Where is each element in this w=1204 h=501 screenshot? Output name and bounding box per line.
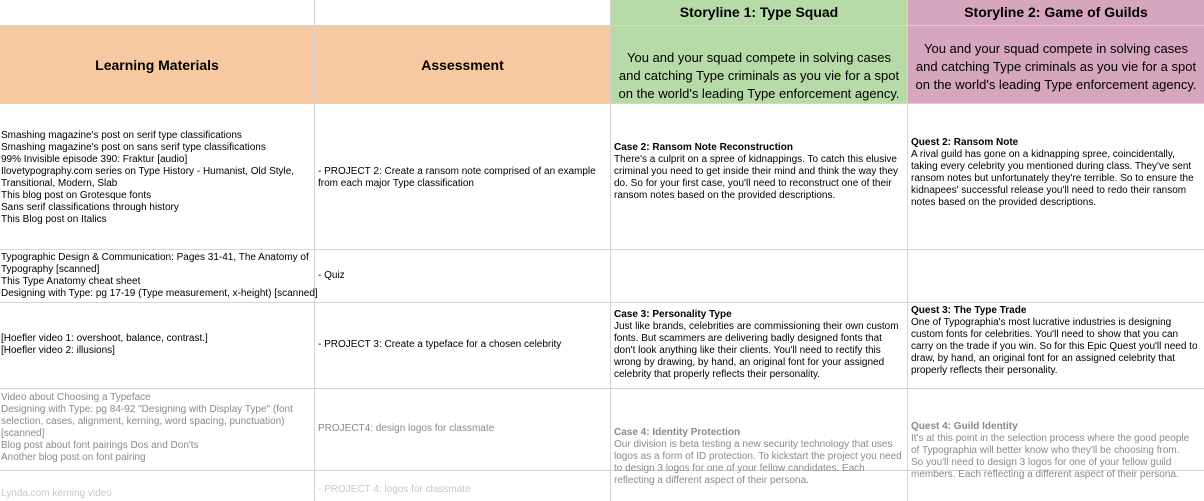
storyline2-description: You and your squad compete in solving cases and catching Type criminals as you vie for a spot on the world's leading Type enforcement agency.	[915, 41, 1197, 92]
material-link[interactable]: Typography [scanned]	[1, 264, 100, 275]
quest-title: Quest 3: The Type Trade	[911, 305, 1027, 316]
quest-title: Quest 4: Guild Identity	[911, 421, 1018, 432]
material-link[interactable]: Lynda.com kerning video	[1, 488, 112, 499]
material-link[interactable]: This Blog post on Italics	[1, 214, 107, 225]
material-link[interactable]: This blog post on Grotesque fonts	[1, 190, 152, 201]
materials-cell	[1, 488, 112, 500]
assessment-cell: - PROJECT 4: logos for classmate	[318, 484, 471, 495]
material-link[interactable]: Smashing magazine's post on serif type classifications	[1, 130, 242, 141]
quest-cell: Quest 3: The Type Trade One of Typographia's most lucrative industries is designing custom fonts for celebrities. You'll need to show that you can carry on the trade if you win. So for this Epic Quest you'll need to draw, by hand, an original font for an assigned celebrity that properly reflects their personality.	[911, 305, 1198, 376]
material-link[interactable]: This Type Anatomy cheat sheet	[1, 276, 141, 287]
material-link[interactable]: selection, cases, alignment, kerning, word spacing, punctuation)	[1, 416, 285, 427]
materials-cell	[1, 130, 294, 226]
material-link[interactable]: Blog post about font pairings Dos and Don'ts	[1, 440, 199, 451]
quest-cell: Quest 4: Guild Identity It's at this point in the selection process where the good people of Typographia will better know who they'll be choosing from. So you'll need to design 3 logos for one of your fellow guild members. Each reflecting a different aspect of their persona.	[911, 421, 1190, 480]
material-link[interactable]: Sans serif classifications through history	[1, 202, 179, 213]
material-link[interactable]: Designing with Type: pg 17-19 (Type measurement, x-height) [scanned]	[1, 288, 318, 299]
assessment-cell: - PROJECT 2: Create a ransom note comprised of an example from each major Type classification	[318, 166, 596, 189]
case-cell: Case 2: Ransom Note Reconstruction There's a culprit on a spree of kidnappings. To catch this elusive criminal you need to get inside their mind and think the way they do. So for your first case, you'll need to reconstruct one of their ransom notes based on the provided descriptions.	[614, 142, 899, 201]
material-link[interactable]: Designing with Type: pg 84-92 "Designing with Display Type" (font	[1, 404, 293, 415]
quest-title: Quest 2: Ransom Note	[911, 137, 1019, 148]
material-link[interactable]: [Hoefler video 1: overshoot, balance, contrast.]	[1, 333, 208, 344]
assessment-cell: - PROJECT 3: Create a typeface for a chosen celebrity	[318, 339, 562, 350]
material-link[interactable]: Ilovetypography.com series on Type History - Humanist, Old Style,	[1, 166, 295, 177]
materials-cell	[1, 392, 293, 464]
assessment-title: Assessment	[421, 57, 504, 73]
assessment-cell: PROJECT4: design logos for classmate	[318, 423, 495, 434]
storyline2-title: Storyline 2: Game of Guilds	[964, 4, 1148, 20]
case-cell: Case 4: Identity Protection Our division is beta testing a new security technology that uses logos as a form of ID protection. To kickstart the project you need to design 3 logos for one of your fellow candidates. Each reflecting a different aspect of their persona.	[614, 427, 902, 486]
case-title: Case 4: Identity Protection	[614, 427, 741, 438]
material-link[interactable]: [scanned]	[1, 428, 45, 439]
material-link[interactable]: Another blog post on font pairing	[1, 452, 146, 463]
case-cell: Case 3: Personality Type Just like brands, celebrities are commissioning their own custom fonts. But scammers are delivering badly designed fonts that don't look anything like their clients. You'll need to rectify this wrong by drawing, by hand, an original font for your assigned celebrity that properly reflects their personality.	[614, 309, 899, 380]
material-link[interactable]: Typographic Design & Communication: Pages 31-41, The Anatomy of	[1, 252, 309, 263]
case-title: Case 2: Ransom Note Reconstruction	[614, 142, 793, 153]
materials-cell	[1, 333, 208, 357]
learning-materials-title: Learning Materials	[95, 57, 219, 73]
materials-cell	[1, 252, 318, 300]
storyline1-title: Storyline 1: Type Squad	[679, 4, 839, 20]
material-link[interactable]: Transitional, Modern, Slab	[1, 178, 118, 189]
material-link[interactable]: [Hoefler video 2: illusions]	[1, 345, 115, 356]
quest-cell: Quest 2: Ransom Note A rival guild has gone on a kidnapping spree, coincidentally, taking every celebrity you mentioned during class. They've sent ransom notes but unfortunately they're terrible. So to ensure the kidnapees' successful release you'll need to redo their ransom notes based on the provided descriptions.	[911, 137, 1194, 208]
case-title: Case 3: Personality Type	[614, 309, 732, 320]
assessment-cell: - Quiz	[318, 270, 345, 281]
material-link[interactable]: Smashing magazine's post on sans serif type classifications	[1, 142, 266, 153]
storyline1-description: You and your squad compete in solving cases and catching Type criminals as you vie for a spot on the world's leading Type enforcement agency.	[618, 50, 900, 101]
material-link[interactable]: Video about Choosing a Typeface	[1, 392, 151, 403]
material-link[interactable]: 99% Invisible episode 390: Fraktur [audio]	[1, 154, 188, 165]
